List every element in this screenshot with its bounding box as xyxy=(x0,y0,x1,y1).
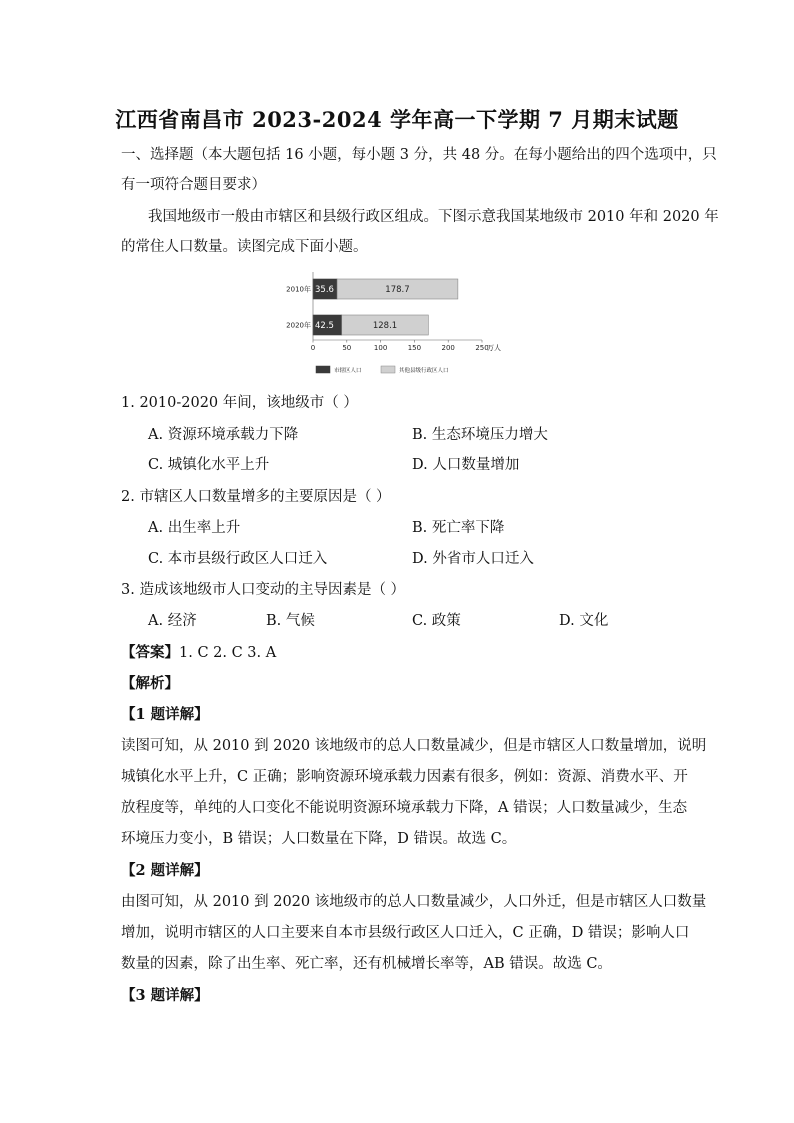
detail-2-line3: 数量的因素，除了出生率、死亡率，还有机械增长率等，AB 错误。故选 C。 xyxy=(121,956,612,972)
detail-1-line4: 环境压力变小，B 错误；人口数量在下降，D 错误。故选 C。 xyxy=(121,831,517,847)
question-3-option-d[interactable]: D. 文化 xyxy=(559,613,609,629)
question-1-option-b[interactable]: B. 生态环境压力增大 xyxy=(412,427,548,443)
question-2-option-b[interactable]: B. 死亡率下降 xyxy=(412,520,505,536)
detail-1-label: 【1 题详解】 xyxy=(121,706,209,723)
data-label: 42.5 xyxy=(315,321,334,331)
x-tick-label: 50 xyxy=(342,344,352,352)
data-label: 128.1 xyxy=(372,321,398,331)
question-2-stem: 2. 市辖区人口数量增多的主要原因是（ ） xyxy=(121,489,391,505)
question-2-option-a[interactable]: A. 出生率上升 xyxy=(148,520,241,536)
question-1-stem: 1. 2010-2020 年间，该地级市（ ） xyxy=(121,395,358,411)
answer-text: 1. C 2. C 3. A xyxy=(179,645,277,661)
question-1-option-c[interactable]: C. 城镇化水平上升 xyxy=(148,457,270,473)
question-1-option-a[interactable]: A. 资源环境承载力下降 xyxy=(148,427,299,443)
x-unit-label: 万人 xyxy=(487,344,501,352)
intro-line1: 我国地级市一般由市辖区和县级行政区组成。下图示意我国某地级市 2010 年和 2020 年 xyxy=(148,209,719,225)
x-tick-label: 0 xyxy=(310,344,316,352)
answer-line xyxy=(121,643,276,663)
section-heading-line2: 有一项符合题目要求） xyxy=(121,177,266,193)
question-3-option-a[interactable]: A. 经济 xyxy=(148,613,197,629)
legend-label: 其他县级行政区人口 xyxy=(399,368,449,374)
x-tick-label: 100 xyxy=(373,344,388,352)
x-tick-label: 200 xyxy=(441,344,455,352)
detail-2-line2: 增加，说明市辖区的人口主要来自本市县级行政区人口迁入，C 正确，D 错误；影响人口 xyxy=(121,925,690,941)
detail-3-label: 【3 题详解】 xyxy=(121,987,209,1004)
question-1-option-d[interactable]: D. 人口数量增加 xyxy=(412,457,520,473)
intro-line2: 的常住人口数量。读图完成下面小题。 xyxy=(121,239,368,255)
data-label: 178.7 xyxy=(385,285,410,295)
section-heading-line1: 一、选择题（本大题包括 16 小题，每小题 3 分，共 48 分。在每小题给出的四个选项中，只 xyxy=(121,147,717,163)
analysis-label: 【解析】 xyxy=(121,675,179,692)
question-2-option-d[interactable]: D. 外省市人口迁入 xyxy=(412,551,534,567)
answer-label: 【答案】 xyxy=(121,644,179,661)
question-3-stem: 3. 造成该地级市人口变动的主导因素是（ ） xyxy=(121,582,406,598)
detail-1-line1: 读图可知，从 2010 到 2020 该地级市的总人口数量减少，但是市辖区人口数量增加，说明 xyxy=(121,738,707,754)
x-tick-label: 250 xyxy=(475,344,489,352)
data-label: 35.6 xyxy=(315,285,334,295)
legend-swatch xyxy=(381,366,395,373)
question-3-option-c[interactable]: C. 政策 xyxy=(412,613,461,629)
legend-label: 市辖区人口 xyxy=(334,368,362,374)
page-title: 江西省南昌市 2023-2024 学年高一下学期 7 月期末试题 xyxy=(115,107,679,132)
detail-2-line1: 由图可知，从 2010 到 2020 该地级市的总人口数量减少，人口外迁，但是市辖区人口数量 xyxy=(121,894,707,910)
detail-1-line3: 放程度等，单纯的人口变化不能说明资源环境承载力下降，A 错误；人口数量减少，生态 xyxy=(121,800,688,816)
question-3-option-b[interactable]: B. 气候 xyxy=(266,613,315,629)
category-label: 2020年 xyxy=(286,321,311,330)
population-bar-chart xyxy=(280,270,520,380)
x-tick-label: 150 xyxy=(407,344,422,352)
detail-1-line2: 城镇化水平上升，C 正确；影响资源环境承载力因素有很多，例如：资源、消费水平、开 xyxy=(121,769,688,785)
legend-swatch xyxy=(316,366,330,373)
detail-2-label: 【2 题详解】 xyxy=(121,862,209,879)
category-label: 2010年 xyxy=(286,285,311,294)
question-2-option-c[interactable]: C. 本市县级行政区人口迁入 xyxy=(148,551,328,567)
